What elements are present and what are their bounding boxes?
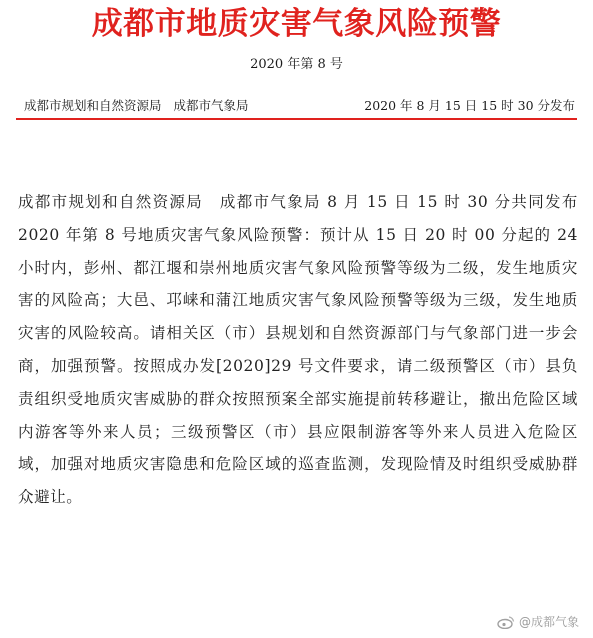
weibo-watermark — [497, 613, 579, 630]
red-divider — [16, 118, 577, 120]
issuer-meteorological-bureau: 成都市气象局 — [173, 98, 249, 113]
publish-time: 2020 年 8 月 15 日 15 时 30 分发布 — [364, 98, 575, 113]
weibo-icon — [497, 615, 515, 629]
issuers — [24, 96, 249, 116]
watermark-text: @成都气象 — [518, 615, 579, 629]
warning-body-text: 成都市规划和自然资源局 成都市气象局 8 月 15 日 15 时 30 分共同发布 2020 年第 8 号地质灾害气象风险预警：预计从 15 日 20 时 00 分起的 24 小时内，彭州、都江堰和崇州地质灾害气象风险预警等级为二级，发生地质灾害的风险高；大邑、邛崃和蒲江地质灾害气象风险预警等级为三级，发生地质灾害的风险较高。请相关区（市）县规划和自然资源部门与气象部门进一步会商，加强预警。按照成办发[2020]29 号文件要求，请二级预警区（市）县负责组织受地质灾害威胁的群众按照预案全部实施提前转移避让，撤出危险区域内游客等外来人员；三级预警区（市）县应限制游客等外来人员进入危险区域，加强对地质灾害隐患和危险区域的巡查监测，发现险情及时组织受威胁群众避让。 — [18, 193, 578, 507]
issuer-line — [18, 96, 575, 116]
document-title: 成都市地质灾害气象风险预警 — [91, 6, 502, 42]
document-number: 2020 年第 8 号 — [250, 57, 343, 72]
issuer-planning-bureau: 成都市规划和自然资源局 — [24, 98, 162, 113]
